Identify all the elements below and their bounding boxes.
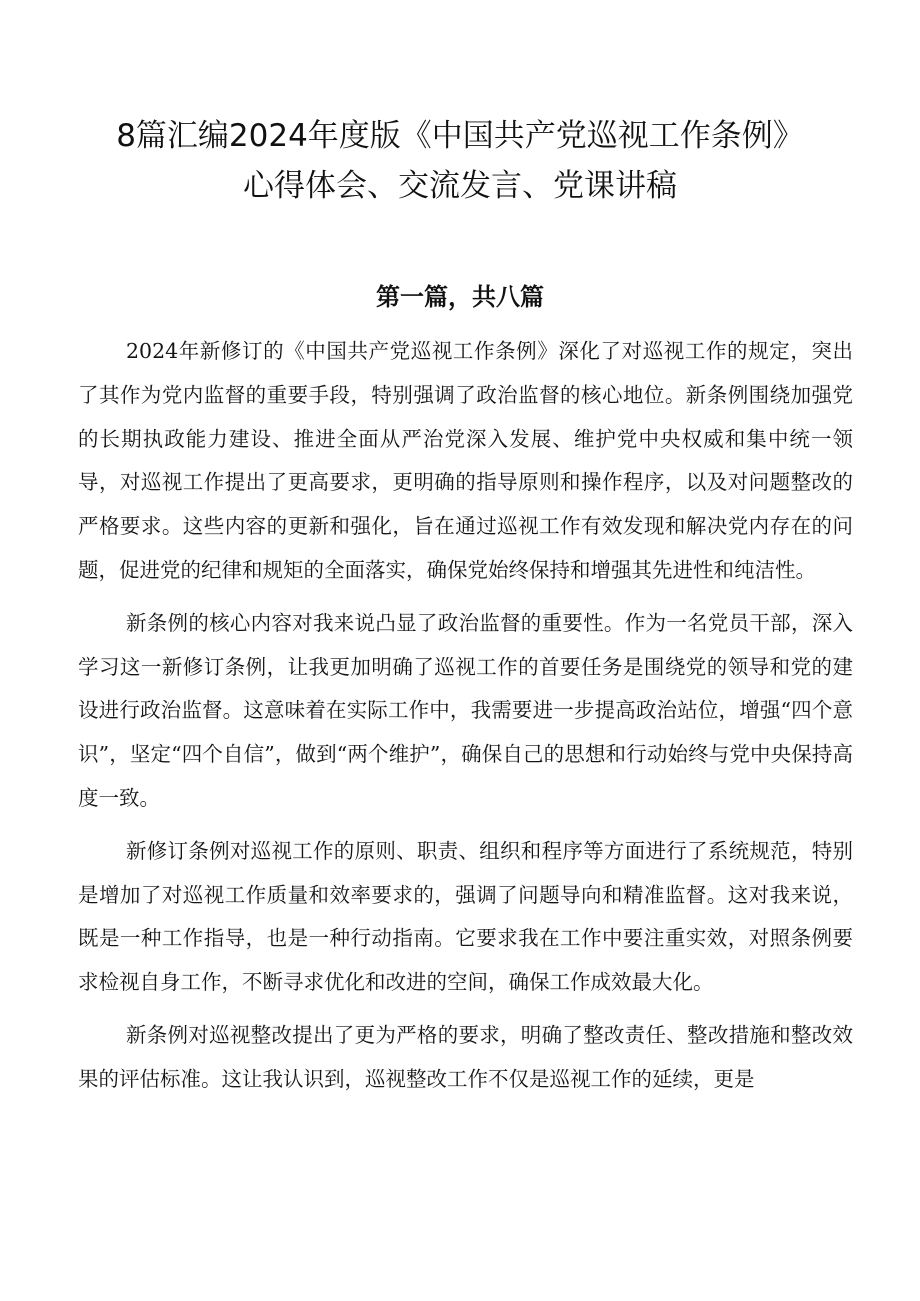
paragraph-4: 新条例对巡视整改提出了更为严格的要求，明确了整改责任、整改措施和整改效果的评估标准。这让我认识到，巡视整改工作不仅是巡视工作的延续，更是 <box>78 1022 853 1091</box>
paragraph-2: 新条例的核心内容对我来说凸显了政治监督的重要性。作为一名党员干部，深入学习这一新修订条例，让我更加明确了巡视工作的首要任务是围绕党的领导和党的建设进行政治监督。这意味着在实际工作中，我需要进一步提高政治站位，增强“四个意识”，坚定“四个自信”，做到“两个维护”，确保自己的思想和行动始终与党中央保持高度一致。 <box>78 610 853 810</box>
paragraph-1: 2024年新修订的《中国共产党巡视工作条例》深化了对巡视工作的规定，突出了其作为党内监督的重要手段，特别强调了政治监督的核心地位。新条例围绕加强党的长期执政能力建设、推进全面从严治党深入发展、维护党中央权威和集中统一领导，对巡视工作提出了更高要求，更明确的指导原则和操作程序，以及对问题整改的严格要求。这些内容的更新和强化，旨在通过巡视工作有效发现和解决党内存在的问题，促进党的纪律和规矩的全面落实，确保党始终保持和增强其先进性和纯洁性。 <box>78 339 853 582</box>
paragraph-3: 新修订条例对巡视工作的原则、职责、组织和程序等方面进行了系统规范，特别是增加了对巡视工作质量和效率要求的，强调了问题导向和精准监督。这对我来说，既是一种工作指导，也是一种行动指南。它要求我在工作中要注重实效，对照条例要求检视自身工作，不断寻求优化和改进的空间，确保工作成效最大化。 <box>78 838 853 995</box>
document-title-line-1: 8篇汇编2024年度版《中国共产党巡视工作条例》 <box>116 118 804 154</box>
document-title-line-2: 心得体会、交流发言、党课讲稿 <box>243 168 677 204</box>
document-body <box>78 330 853 1111</box>
section-heading: 第一篇，共八篇 <box>376 283 544 311</box>
